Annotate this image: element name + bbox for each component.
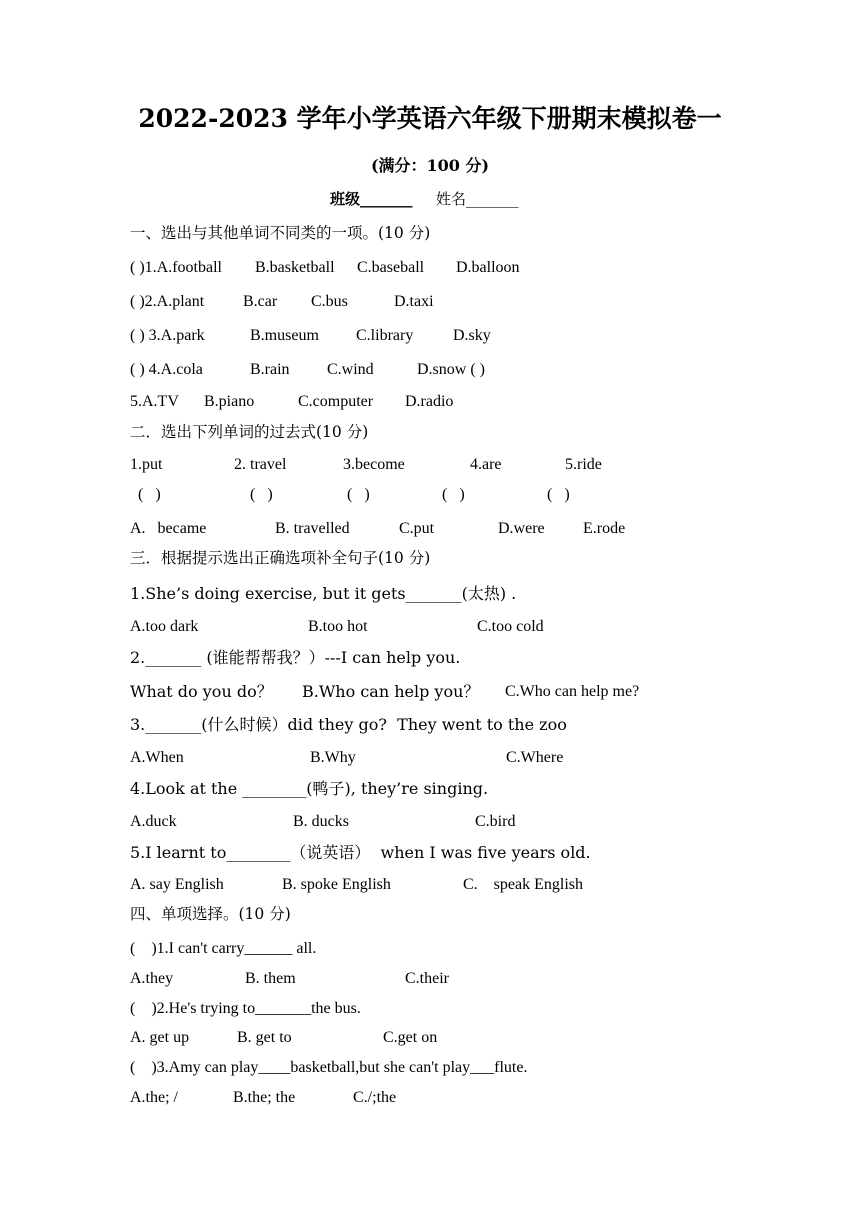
s3-q4-option-c: C.bird bbox=[475, 813, 516, 830]
s3-q2-option-a: What do you do？ bbox=[130, 682, 273, 701]
section-3-heading: 三．根据提示选出正确选项补全句子(10 分) bbox=[130, 549, 431, 567]
s1-q1-b: B.basketball bbox=[255, 259, 335, 276]
s1-q1-c: C.baseball bbox=[357, 259, 425, 276]
s2-option-e: E.rode bbox=[583, 520, 626, 537]
name-field: 姓名_______ bbox=[436, 190, 519, 208]
s4-q2-option-a: A. get up bbox=[130, 1029, 190, 1046]
s3-q3-option-c: C.Where bbox=[506, 749, 564, 766]
s1-q3-d: D.sky bbox=[453, 327, 491, 344]
s4-q1-option-c: C.their bbox=[405, 970, 449, 987]
s2-blank-5[interactable]: ( ) bbox=[547, 486, 570, 503]
s3-question-5: 5.I learnt to________（说英语） when I was five years old. bbox=[130, 843, 591, 862]
section-4-heading: 四、单项选择。(10 分) bbox=[130, 905, 291, 923]
s4-q2-option-b: B. get to bbox=[237, 1029, 292, 1046]
s3-q1-option-c: C.too cold bbox=[477, 618, 544, 635]
s1-q3-num: ( ) 3.A.park bbox=[130, 327, 205, 344]
s1-q4-c: C.wind bbox=[327, 361, 374, 378]
class-field: 班级_______ bbox=[330, 190, 413, 208]
s2-blank-3[interactable]: ( ) bbox=[347, 486, 370, 503]
s4-q1-option-a: A.they bbox=[130, 970, 174, 987]
s1-q2-c: C.bus bbox=[311, 293, 348, 310]
s1-q5-d: D.radio bbox=[405, 393, 454, 410]
section-1-heading: 一、选出与其他单词不同类的一项。(10 分) bbox=[130, 224, 431, 242]
section-2-heading: 二．选出下列单词的过去式(10 分) bbox=[130, 423, 369, 441]
s3-q2-option-b: B.Who can help you？ bbox=[302, 682, 480, 701]
s4-q1-option-b: B. them bbox=[245, 970, 296, 987]
s4-q3-option-a: A.the; / bbox=[130, 1089, 178, 1106]
s4-question-1: ( )1.I can't carry______ all. bbox=[130, 940, 317, 957]
s3-q3-option-b: B.Why bbox=[310, 749, 356, 766]
s3-q1-option-a: A.too dark bbox=[130, 618, 199, 635]
s2-option-d: D.were bbox=[498, 520, 545, 537]
s3-q5-option-c: C. speak English bbox=[463, 876, 583, 893]
s3-q5-option-a: A. say English bbox=[130, 876, 224, 893]
s1-q5-b: B.piano bbox=[204, 393, 255, 410]
page-title: 2022-2023 学年小学英语六年级下册期末模拟卷一 bbox=[138, 104, 722, 133]
s2-word-1: 1.put bbox=[130, 456, 163, 473]
s1-q4-b: B.rain bbox=[250, 361, 290, 378]
s1-q2-num: ( )2.A.plant bbox=[130, 293, 205, 310]
s1-q3-b: B.museum bbox=[250, 327, 319, 344]
s2-word-4: 4.are bbox=[470, 456, 502, 473]
s3-question-1: 1.She’s doing exercise, but it gets_______(太热) . bbox=[130, 584, 517, 603]
s1-q1-d: D.balloon bbox=[456, 259, 520, 276]
s2-word-5: 5.ride bbox=[565, 456, 602, 473]
s3-question-4: 4.Look at the ________(鸭子), they’re singing. bbox=[130, 779, 489, 798]
s4-q2-option-c: C.get on bbox=[383, 1029, 438, 1046]
s3-q4-option-a: A.duck bbox=[130, 813, 177, 830]
s2-blank-1[interactable]: ( ) bbox=[138, 486, 161, 503]
s3-question-3: 3._______(什么时候）did they go? They went to the zoo bbox=[130, 715, 567, 734]
s1-q5-c: C.computer bbox=[298, 393, 374, 410]
s1-q4-num: ( ) 4.A.cola bbox=[130, 361, 203, 378]
s2-option-c: C.put bbox=[399, 520, 435, 537]
s2-option-b: B. travelled bbox=[275, 520, 350, 537]
s4-question-3: ( )3.Amy can play____basketball,but she can't play___flute. bbox=[130, 1059, 528, 1076]
s1-q1-num: ( )1.A.football bbox=[130, 259, 222, 276]
s3-q4-option-b: B. ducks bbox=[293, 813, 349, 830]
s3-question-2: 2._______ (谁能帮帮我？）---I can help you. bbox=[130, 648, 461, 667]
s2-blank-2[interactable]: ( ) bbox=[250, 486, 273, 503]
s3-q5-option-b: B. spoke English bbox=[282, 876, 391, 893]
s1-q3-c: C.library bbox=[356, 327, 414, 344]
s1-q2-b: B.car bbox=[243, 293, 278, 310]
s2-blank-4[interactable]: ( ) bbox=[442, 486, 465, 503]
s2-option-a: A. became bbox=[130, 520, 207, 537]
s3-q1-option-b: B.too hot bbox=[308, 618, 368, 635]
full-marks: (满分：100 分) bbox=[370, 156, 490, 175]
s4-q3-option-c: C./;the bbox=[353, 1089, 397, 1106]
s3-q2-option-c: C.Who can help me? bbox=[505, 683, 640, 700]
s2-word-3: 3.become bbox=[343, 456, 405, 473]
s1-q2-d: D.taxi bbox=[394, 293, 434, 310]
s4-q3-option-b: B.the; the bbox=[233, 1089, 296, 1106]
s1-q4-d: D.snow ( ) bbox=[417, 361, 485, 378]
s1-q5-num: 5.A.TV bbox=[130, 393, 179, 410]
s3-q3-option-a: A.When bbox=[130, 749, 184, 766]
s2-word-2: 2. travel bbox=[234, 456, 287, 473]
s4-question-2: ( )2.He's trying to_______the bus. bbox=[130, 1000, 361, 1017]
